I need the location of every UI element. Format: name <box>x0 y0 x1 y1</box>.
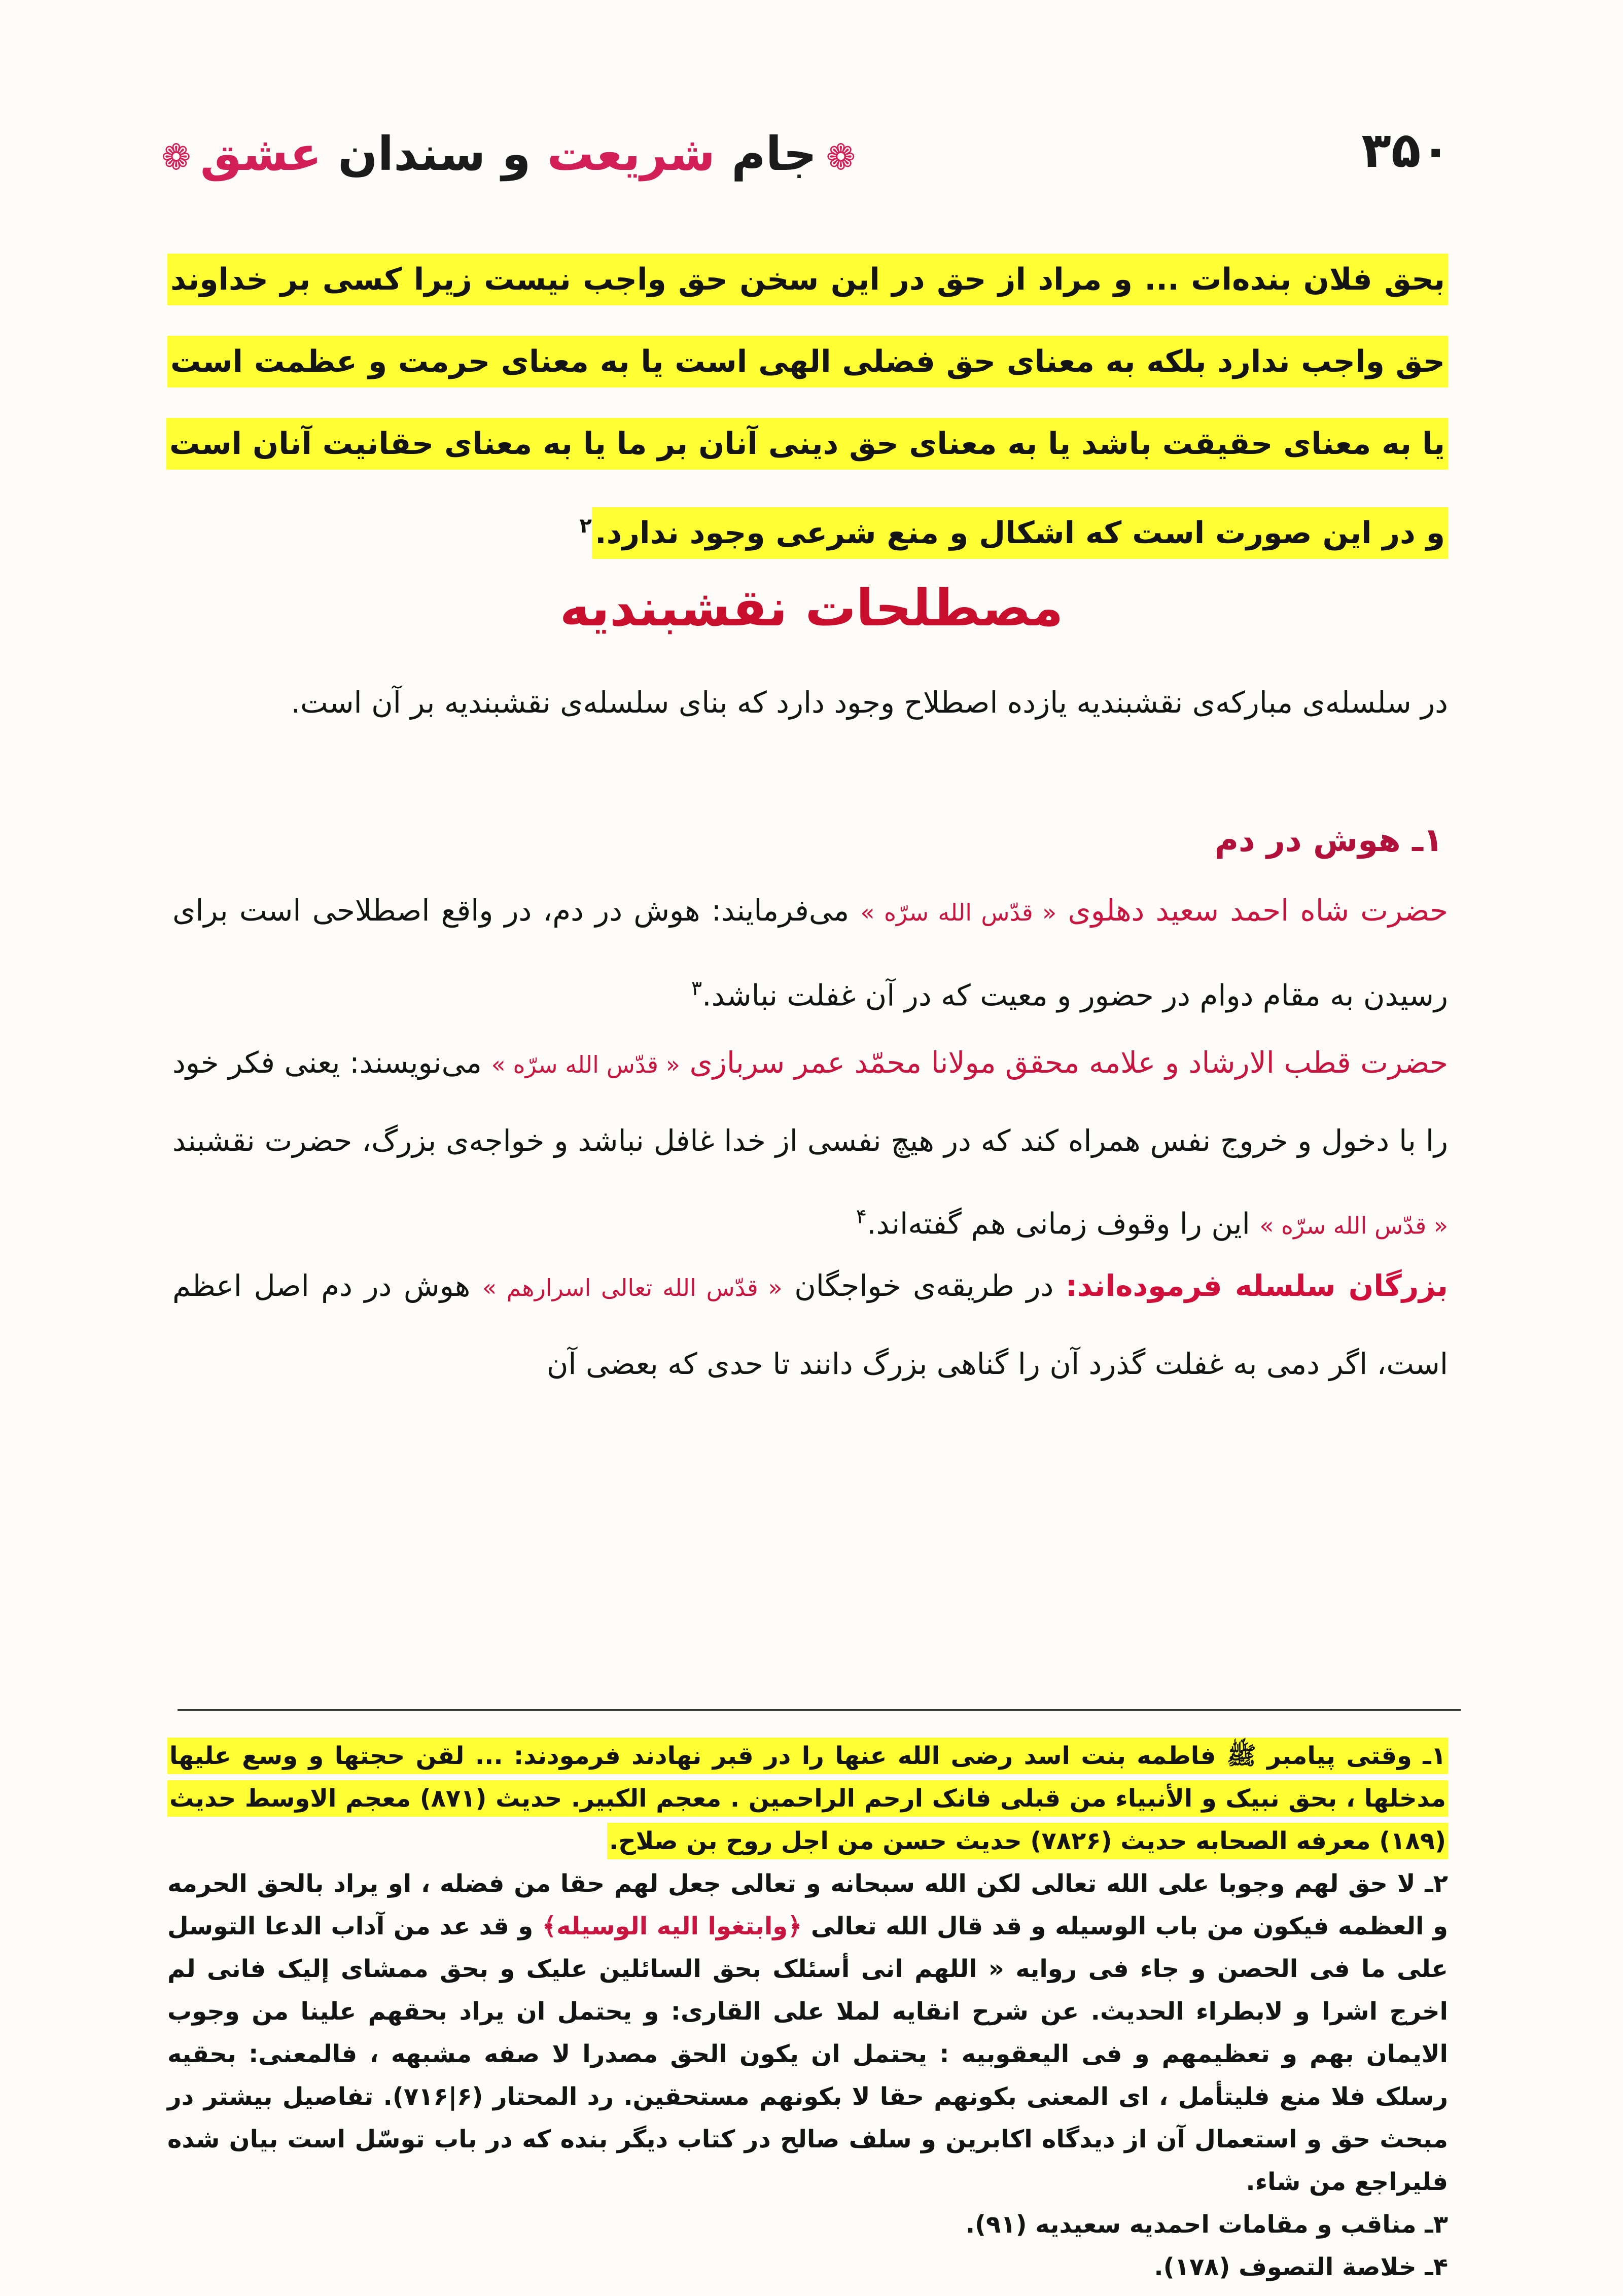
honorific: « قدّس الله سرّه » <box>1259 1212 1448 1240</box>
paragraph-text: هوش در دم اصل اعظم است، اگر دمی به غفلت گذرد آن را گناهی بزرگ دانند تا حدی که بعضی آن <box>172 1268 1448 1381</box>
paragraph-text: در طریقه‌ی خواجگان <box>782 1268 1066 1303</box>
footnote-text: و قد عد من آداب الدعا التوسل علی ما فی الحصن و جاء فی روایه « اللهم انی أسئلک بحق السائلین علیک و بحق ممشای إلیک فانی لم اخرج اشرا و لابطراء الحدیث. عن شرح انقایه لملا علی القاری: و یحتمل ان یراد بحقهم علینا من وجوب الایمان بهم و تعظیمهم و فی الیعقوبیه : یحتمل ان یکون الحق مصدرا لا صفه مشبهه ، فالمعنی: بحقیه رسلک فلا منع فلیتأمل ، ای المعنی بکونهم حقا لا بکونهم مستحقین. رد المحتار (۶|۷۱۶). تفاصیل بیشتر در مبحث حق و استعمال آن از دیدگاه اکابرین و سلف صالح در کتاب دیگر بنده که در باب توسّل است بیان شده فلیراجع من شاء. <box>167 1912 1448 2196</box>
footnote-1 <box>167 1735 1448 1862</box>
highlighted-footnote: ۱ـ وقتی پیامبر ﷺ فاطمه بنت اسد رضی الله عنها را در قبر نهادند فرمودند: ... لقن حجتها و وسع علیها مدخلها ، بحق نبیک و الأنبیاء من قبلی فانک ارحم الراحمین . معجم الکبیر. حدیث (۸۷۱) معجم الاوسط حدیث (۱۸۹) معرفه الصحابه حدیث (۷۸۲۶) حدیث حسن من اجل روح بن صلاح. <box>167 1738 1448 1859</box>
person-name: حضرت شاه احمد سعید دهلوی <box>1068 893 1448 928</box>
footnote-ref: ۳ <box>691 977 702 1000</box>
page-header <box>152 117 1451 198</box>
bold-lead: بزرگان سلسله فرموده‌اند: <box>1065 1268 1448 1303</box>
section-heading: مصطلحات نقشبندیه <box>559 578 1064 638</box>
running-title <box>152 127 865 181</box>
item-heading: ۱ـ هوش در دم <box>1214 822 1443 859</box>
flower-ornament-icon: ❁ <box>161 136 191 178</box>
footnotes <box>167 1735 1448 2288</box>
footnote-ref: ۲ <box>579 514 592 538</box>
footnote-separator <box>178 1709 1461 1711</box>
title-part-3: و سندان <box>322 127 547 181</box>
footnote-ref: ۴ <box>856 1205 867 1228</box>
footnote-2 <box>167 1862 1448 2203</box>
title-part-1: جام <box>715 127 817 181</box>
intro-paragraph: در سلسله‌ی مبارکه‌ی نقشبندیه یازده اصطلاح وجود دارد که بنای سلسله‌ی نقشبندیه بر آن است. <box>291 685 1448 720</box>
honorific: « قدّس الله تعالی اسرارهم » <box>482 1274 783 1301</box>
paragraph-text: این را وقوف زمانی هم گفته‌اند. <box>867 1206 1260 1241</box>
title-part-4: عشق <box>200 127 322 181</box>
footnote-text: ۲ـ لا حق لهم وجوبا علی الله تعالی لکن الله سبحانه و تعالی جعل لهم حقا من فضله ، او یراد بالحق الحرمه و العظمه فیکون من باب الوسیله و قد قال الله تعالی <box>167 1869 1448 1940</box>
quran-verse: ﴿وابتغوا الیه الوسیله﴾ <box>542 1912 802 1940</box>
person-name: حضرت قطب الارشاد و علامه محقق مولانا محمّد عمر سربازی <box>689 1045 1448 1080</box>
paragraph-1 <box>172 872 1448 1033</box>
paragraph-text: می‌نویسند: یعنی فکر خود را با دخول و خروج نفس همراه کند که در هیچ نفسی از خدا غافل نباشد و خواجه‌ی بزرگ، حضرت نقشبند <box>172 1045 1448 1158</box>
paragraph-text: می‌فرمایند: هوش در دم، در واقع اصطلاحی است برای رسیدن به مقام دوام در حضور و معیت که در آن غفلت نباشد. <box>172 893 1448 1013</box>
highlighted-intro-paragraph <box>167 238 1448 574</box>
title-part-2: شریعت <box>547 127 716 181</box>
page-number: ۳۵۰ <box>1361 122 1451 179</box>
footnote-3: ۳ـ مناقب و مقامات احمدیه سعیدیه (۹۱). <box>965 2210 1448 2239</box>
highlighted-text: بحق فلان بنده‌ات ... و مراد از حق در این سخن حق واجب نیست زیرا کسی بر خداوند حق واجب ندارد بلکه به معنای حق فضلی الهی است یا به معنای حرمت و عظمت است یا به معنای حقیقت باشد یا به معنای حق دینی آنان بر ما یا به معنای حقانیت آنان است و در این صورت است که اشکال و منع شرعی وجود ندارد. <box>166 254 1448 559</box>
paragraph-2 <box>172 1025 1448 1263</box>
honorific: « قدّس الله سرّه » <box>860 899 1057 926</box>
paragraph-3 <box>172 1248 1448 1402</box>
honorific: « قدّس الله سرّه » <box>491 1051 680 1078</box>
flower-ornament-icon: ❁ <box>826 136 856 178</box>
footnote-4: ۴ـ خلاصة التصوف (۱۷۸). <box>1154 2253 1448 2281</box>
